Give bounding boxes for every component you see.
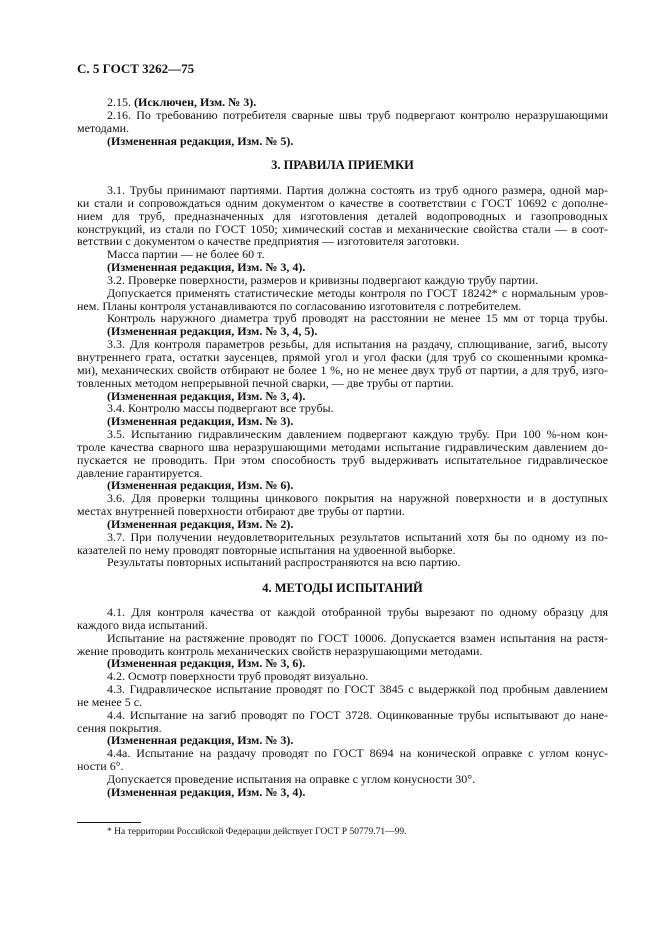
paragraph-line: 3.3. Для контроля параметров резьбы, для испытания на раздачу, сплющивание, загиб, высоту — [107, 338, 608, 351]
section-heading-3: 3. ПРАВИЛА ПРИЕМКИ — [271, 158, 414, 172]
paragraph-line: 2.16. По требованию потребителя сварные швы труб подвергают контролю неразрушающими — [107, 108, 608, 122]
paragraph-line: каждого вида испытаний. — [77, 617, 208, 632]
amendment-note: (Измененная редакция, Изм. № 3). — [107, 733, 294, 748]
paragraph-line: Испытание на растяжение проводят по ГОСТ 10006. Допускается взамен испытания на растя- — [107, 631, 608, 645]
paragraph-line: сения покрытия. — [77, 720, 162, 735]
paragraph-line: не менее 5 с. — [77, 694, 143, 709]
footnote: * На территории Российской Федерации действует ГОСТ Р 50779.71—99. — [107, 827, 407, 837]
section-heading-4: 4. МЕТОДЫ ИСПЫТАНИЙ — [262, 581, 423, 595]
amendment-note: (Измененная редакция, Изм. № 3, 4). — [107, 784, 306, 799]
section-2-tail — [77, 96, 608, 147]
paragraph-line: 3.5. Испытанию гидравлическим давлением подвергают каждую трубу. При 100 %-ном кон- — [107, 428, 608, 441]
section-4 — [77, 606, 608, 799]
paragraph-line: Допускается применять статистические методы контроля по ГОСТ 18242* с нормальным уров- — [107, 286, 608, 300]
amendment-note: (Измененная редакция, Изм. № 3). — [107, 414, 294, 429]
amendment-note: (Исключен, Изм. № 3). — [134, 95, 257, 109]
paragraph-line: ки стали и сопровождаться одним документом о качестве в соответствии с ГОСТ 10692 с дополне- — [77, 196, 608, 210]
paragraph-line: товленных методом непрерывной печной сварки, — две трубы от партии. — [77, 375, 454, 390]
paragraph-line: троле качества сварного шва неразрушающими методами испытание гидравлическим давлением до- — [77, 440, 608, 454]
amendment-note: (Измененная редакция, Изм. № 5). — [107, 133, 294, 148]
paragraph-line: давление гарантируется. — [77, 465, 203, 480]
paragraph-line: Результаты повторных испытаний распространяются на всю партию. — [107, 555, 461, 570]
paragraph-line: 3.4. Контролю массы подвергают все трубы. — [107, 401, 334, 416]
paragraph-line: Контроль наружного диаметра труб проводят на расстоянии не менее 15 мм от торца трубы. — [107, 312, 608, 326]
amendment-note: (Измененная редакция, Изм. № 3, 4). — [107, 260, 306, 275]
paragraph-line: 3.7. При получении неудовлетворительных результатов испытаний хотя бы по одному из по- — [107, 530, 608, 544]
paragraph-line: 4.4а. Испытание на раздачу проводят по ГОСТ 8694 на конической оправке с углом конус- — [107, 747, 608, 761]
paragraph-line: местах внутренней поверхности отбирают две трубы от партии. — [77, 504, 405, 519]
paragraph-line: конструкций, из стали по ГОСТ 1050; химический состав и механические свойства стали — в соот- — [77, 222, 608, 236]
paragraph-line: 4.3. Гидравлическое испытание проводят по ГОСТ 3845 с выдержкой под пробным давлением — [107, 683, 608, 696]
paragraph-line: ности 6°. — [77, 759, 124, 774]
paragraph-line: Масса партии — не более 60 т. — [107, 247, 265, 262]
paragraph-line: нем. Планы контроля устанавливаются по согласованию изготовителя с потребителем. — [77, 298, 522, 313]
paragraph-line: ми), механических свойств отбирают не более 1 %, но не менее двух труб от партии, а для труб, изго- — [77, 363, 608, 377]
amendment-note: (Измененная редакция, Изм. № 3, 6). — [107, 656, 306, 671]
paragraph-line — [77, 96, 608, 109]
paragraph-line: методами. — [77, 120, 130, 135]
paragraph-line: внутреннего грата, остатки заусенцев, прямой угол и угол фаски (для труб со скошенными кромка- — [77, 350, 608, 364]
paragraph-line: ветствии с документом о качестве предприятия — изготовителя заготовки. — [77, 234, 460, 249]
paragraph-line: нием для труб, предназначенных для изготовления деталей водопроводных и газопроводных — [77, 209, 608, 223]
paragraph-line: жение проводить контроль механических свойств неразрушающими методами. — [77, 643, 483, 658]
section-3 — [77, 184, 608, 569]
page-header: С. 5 ГОСТ 3262—75 — [77, 61, 195, 76]
paragraph-line: казателей по нему проводят повторные испытания на удвоенной выборке. — [77, 542, 456, 557]
amendment-note: (Измененная редакция, Изм. № 3, 4). — [107, 388, 306, 403]
paragraph-line: 4.4. Испытание на загиб проводят по ГОСТ 3728. Оцинкованные трубы испытывают до нане- — [107, 708, 608, 722]
amendment-note: (Измененная редакция, Изм. № 2). — [107, 516, 294, 531]
amendment-note: (Измененная редакция, Изм. № 6). — [107, 478, 294, 493]
clause-number: 2.15. — [107, 95, 131, 109]
paragraph-line: 3.1. Трубы принимают партиями. Партия должна состоять из труб одного размера, одной мар- — [107, 184, 608, 197]
footnote-divider — [77, 822, 141, 823]
paragraph-line: 4.2. Осмотр поверхности труб проводят визуально. — [107, 669, 369, 684]
paragraph-line: 4.1. Для контроля качества от каждой отобранной трубы вырезают по одному образцу для — [107, 606, 608, 619]
paragraph-line: пускается не проводить. При этом способность труб выдерживать испытательное гидравлическое — [77, 453, 608, 467]
amendment-note: (Измененная редакция, Изм. № 3, 4, 5). — [107, 324, 318, 339]
paragraph-line: 3.6. Для проверки толщины цинкового покрытия на наружной поверхности и в доступных — [107, 492, 608, 506]
paragraph-line: Допускается проведение испытания на оправке с углом конусности 30°. — [107, 771, 476, 786]
paragraph-line: 3.2. Проверке поверхности, размеров и кривизны подвергают каждую трубу партии. — [107, 272, 539, 287]
